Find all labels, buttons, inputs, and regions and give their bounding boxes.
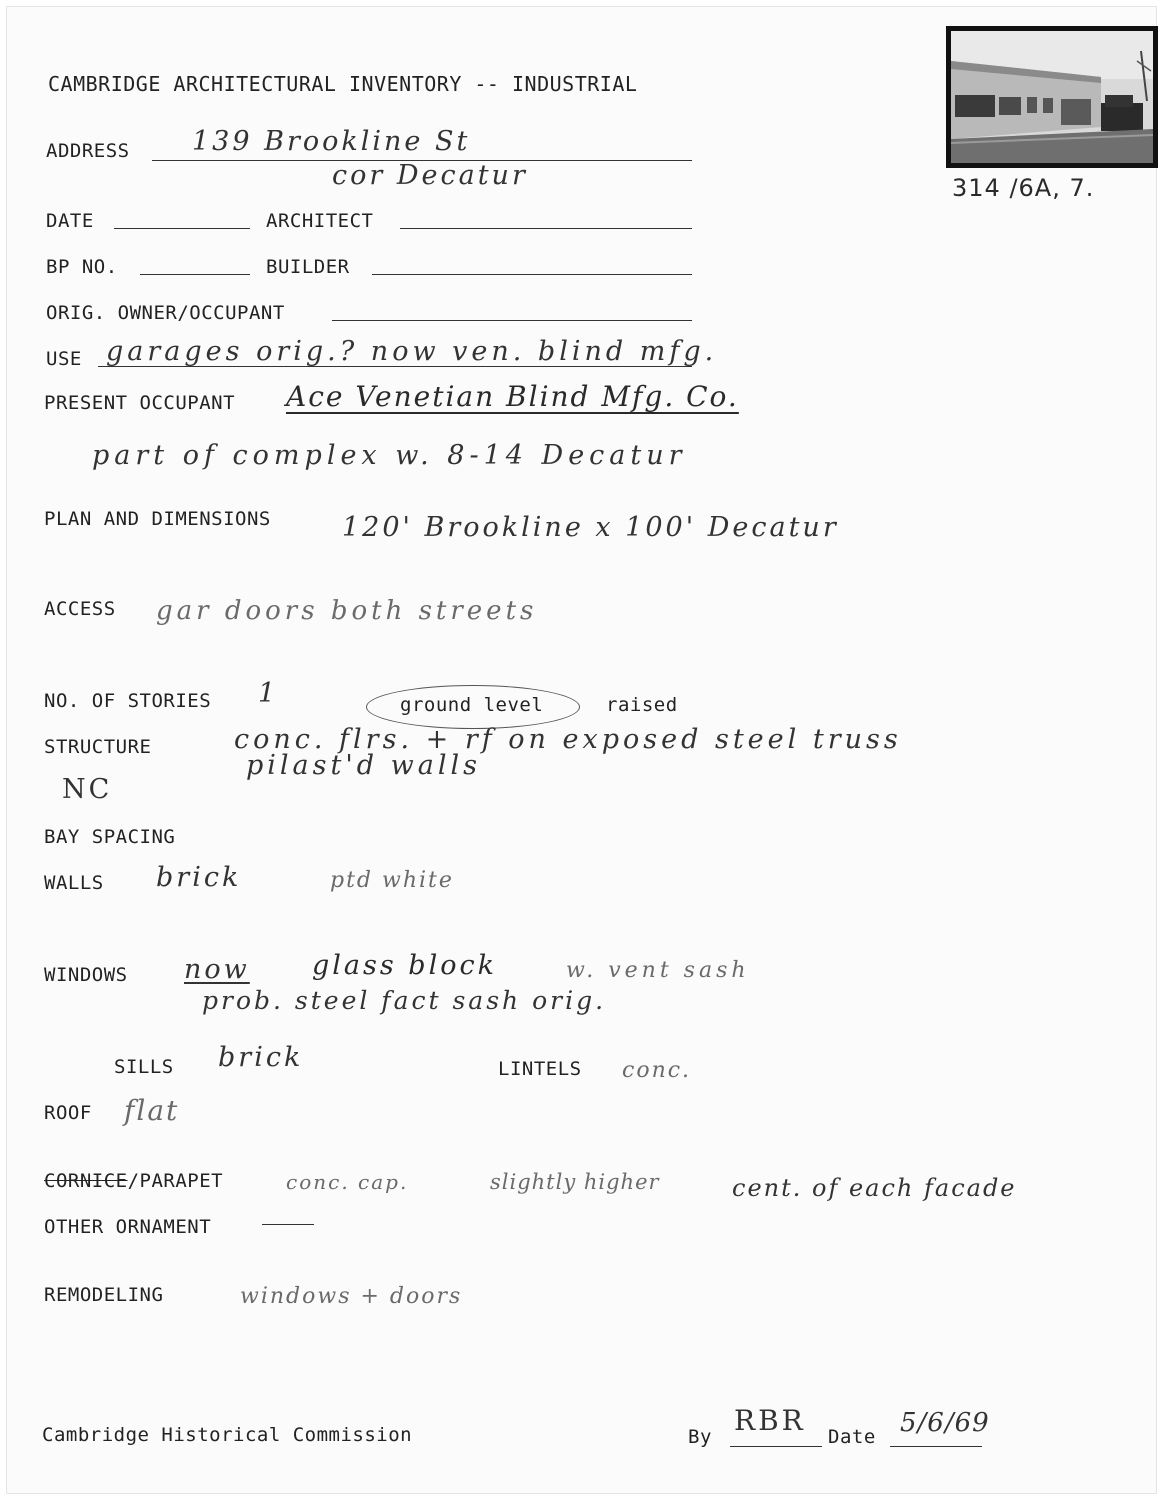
parapet-label: /PARAPET [127,1170,224,1192]
ground-level-option: ground level [400,694,544,716]
architect-underline [400,228,692,229]
plan-dimensions-label: PLAN AND DIMENSIONS [44,508,271,530]
by-label: By [688,1426,712,1448]
windows-label: WINDOWS [44,964,128,986]
cornice-value-facade: cent. of each facade [732,1174,1017,1202]
windows-value-vent-sash: w. vent sash [566,958,750,983]
windows-value-glass-block: glass block [312,950,497,981]
bp-number-label: BP NO. [46,256,118,278]
by-underline [730,1446,822,1447]
lintels-value: conc. [622,1058,692,1083]
windows-value-original: prob. steel fact sash orig. [202,986,607,1015]
use-label: USE [46,348,82,370]
present-occupant-value: Ace Venetian Blind Mfg. Co. [286,380,739,413]
address-label: ADDRESS [46,140,130,162]
sills-label: SILLS [114,1056,174,1078]
address-value-line1: 139 Brookline St [192,126,471,157]
by-value: RBR [734,1404,806,1437]
structure-value-line1: conc. flrs. + rf on exposed steel truss [234,724,902,755]
remodeling-value: windows + doors [240,1284,463,1309]
inventory-form-sheet [6,6,1157,1494]
lintels-label: LINTELS [498,1058,582,1080]
cornice-parapet-label [44,1170,223,1192]
photo-building-icon [951,31,1153,163]
walls-value-material: brick [156,862,242,893]
orig-owner-underline [332,320,692,321]
cornice-label: CORNICE [44,1170,128,1192]
windows-value-now: now [184,954,250,985]
complex-note: part of complex w. 8-14 Decatur [92,440,687,471]
sills-value: brick [218,1042,304,1073]
access-label: ACCESS [44,598,116,620]
structure-value-line2: pilast'd walls [246,750,481,781]
bay-spacing-label: BAY SPACING [44,826,176,848]
use-value: garages orig.? now ven. blind mfg. [106,336,718,367]
bp-number-underline [140,274,250,275]
orig-owner-label: ORIG. OWNER/OCCUPANT [46,302,285,324]
building-photo [946,26,1158,168]
stories-value: 1 [258,678,279,709]
cornice-value-cap: conc. cap. [286,1170,409,1194]
signature-date-value: 5/6/69 [900,1408,990,1438]
photo-reference: 314 /6A, 7. [952,174,1095,202]
date-label: DATE [46,210,94,232]
builder-underline [372,274,692,275]
other-ornament-dash [262,1224,314,1225]
walls-value-finish: ptd white [330,868,454,893]
cornice-value-height: slightly higher [490,1170,660,1194]
structure-label: STRUCTURE [44,736,152,758]
other-ornament-label: OTHER ORNAMENT [44,1216,212,1238]
structure-note: NC [62,774,113,805]
date-underline [114,228,250,229]
raised-option: raised [606,694,678,716]
access-value: gar doors both streets [156,596,538,626]
signature-date-label: Date [828,1426,876,1448]
roof-value: flat [124,1094,180,1127]
remodeling-label: REMODELING [44,1284,164,1306]
signature-date-underline [890,1446,982,1447]
present-occupant-label: PRESENT OCCUPANT [44,392,236,414]
plan-dimensions-value: 120' Brookline x 100' Decatur [342,512,839,543]
form-title: CAMBRIDGE ARCHITECTURAL INVENTORY -- INDUSTRIAL [48,72,638,96]
roof-label: ROOF [44,1102,92,1124]
stories-label: NO. OF STORIES [44,690,212,712]
footer-organization: Cambridge Historical Commission [42,1424,413,1446]
address-value-line2: cor Decatur [332,160,528,191]
builder-label: BUILDER [266,256,350,278]
architect-label: ARCHITECT [266,210,374,232]
walls-label: WALLS [44,872,104,894]
